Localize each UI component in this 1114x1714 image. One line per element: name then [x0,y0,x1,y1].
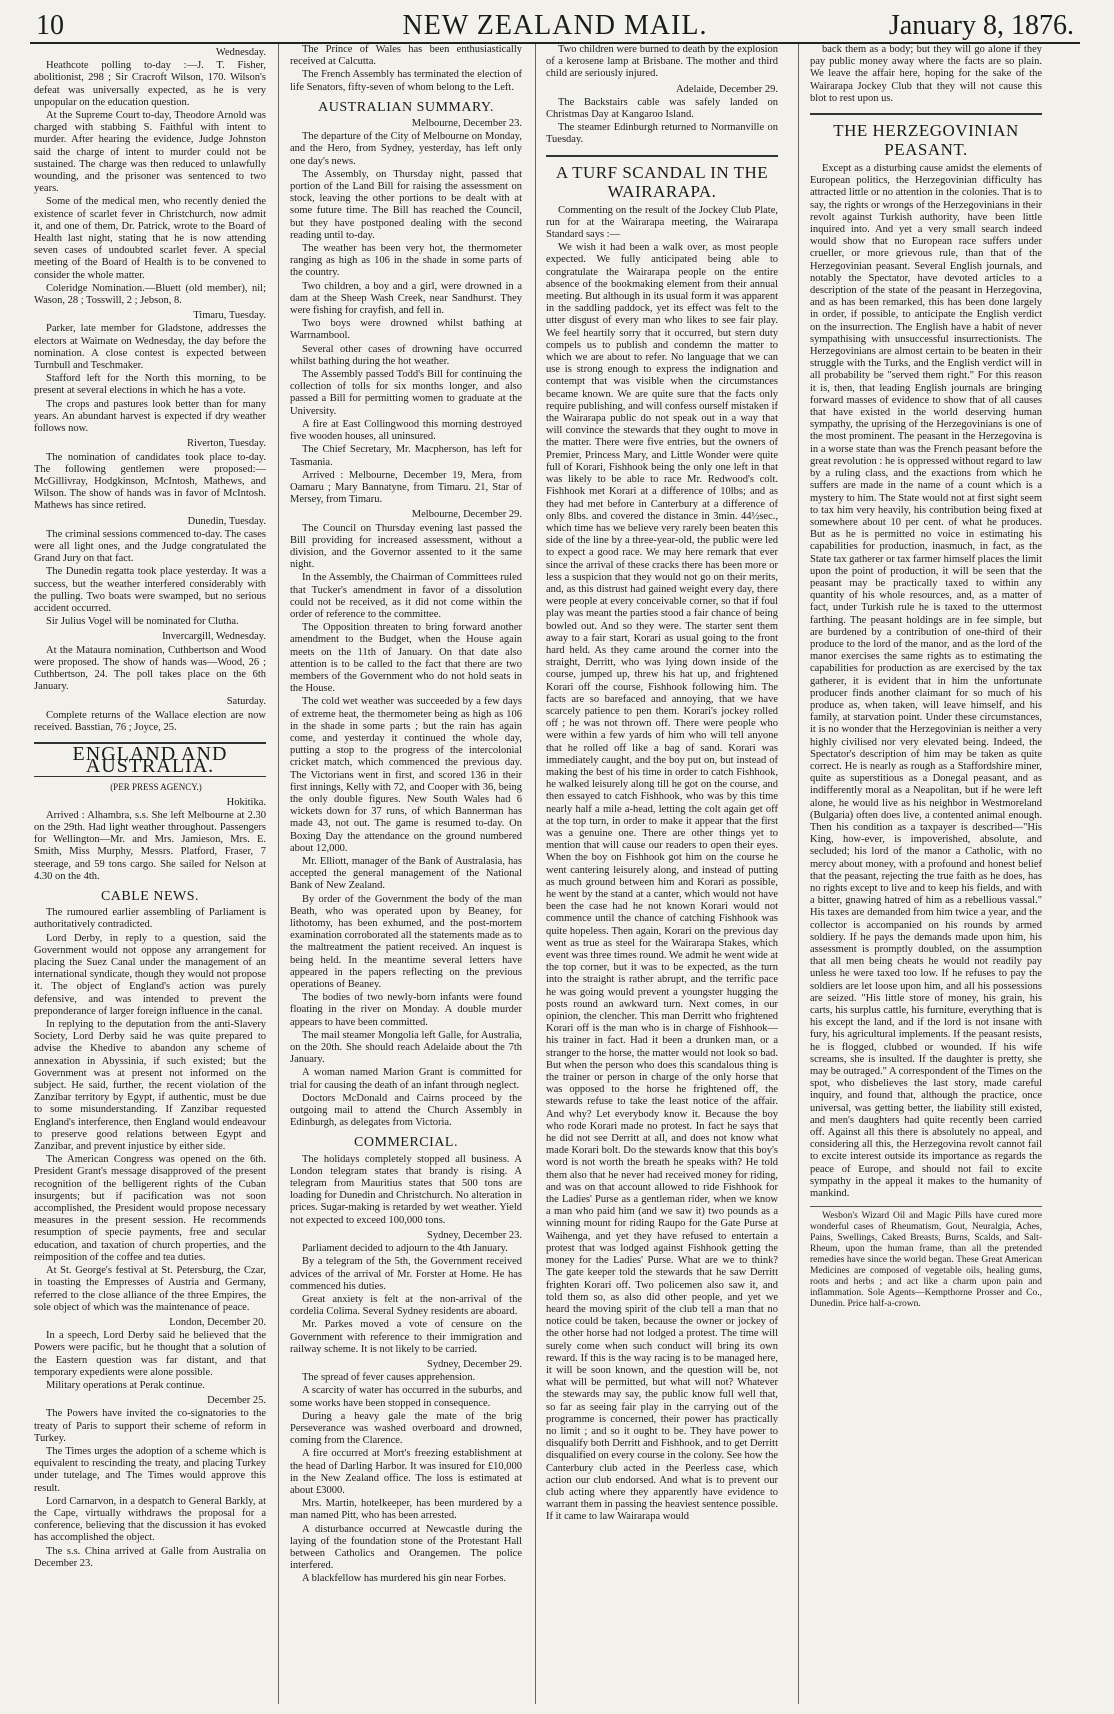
article-paragraph: The steamer Edinburgh returned to Normanville on Tuesday. [546,122,778,146]
article-paragraph: Arrived : Alhambra, s.s. She left Melbourne at 2.30 on the 29th. Had light weather throughout. Passengers for Wellington—Mr. and Mrs. Jamieson, Mrs. E. Smith, Miss Murphy, Messrs. Platford, Fraser, 7 steerage, and 59 tons cargo. She sailed for Nelson at 4.30 on the 4th. [34,809,266,882]
section-heading: CABLE NEWS. [100,889,200,904]
column-divider [278,44,279,1704]
column-2 [290,44,522,1704]
article-paragraph: Heathcote polling to-day :—J. T. Fisher, abolitionist, 298 ; Sir Cracroft Wilson, 170. Wilson's defeat was universally expected, as he is very unpopular on the education question. [34,60,266,108]
dateline: December 25. [207,1395,266,1407]
section-heading: A TURF SCANDAL IN THE WAIRARAPA. [546,155,778,201]
column-4 [810,44,1042,1704]
dateline: Hokitika. [226,796,266,808]
dateline: Wednesday. [215,47,266,58]
article-paragraph: At the Mataura nomination, Cuthbertson and Wood were proposed. The show of hands was—Wood, 26 ; Cuthbertson, 24. The poll takes place on the 6th January. [34,644,266,693]
article-paragraph: The nomination of candidates took place to-day. The following gentlemen were proposed:—McGillivray, Hodgkinson, McIntosh, Mathews, and Wilson. The show of hands was in favor of McIntosh. Mathews has since retired. [34,451,266,512]
dateline: Saturday. [226,696,266,708]
dateline: London, December 20. [169,1316,266,1328]
article-paragraph: The s.s. China arrived at Galle from Australia on December 23. [34,1545,266,1569]
article-paragraph: The weather has been very hot, the thermometer ranging as high as 106 in the shade in some parts of the country. [290,243,522,279]
dateline: Adelaide, December 29. [675,83,778,95]
section-heading: COMMERCIAL. [354,1135,458,1151]
article-paragraph: In replying to the deputation from the anti-Slavery Society, Lord Derby said he was quite prepared to advise the Khedive to abandon any scheme of annexation in Abyssinia, if such existed; but the Government was at present not informed on the subject. He said, further, the recent violation of the Zanzibar territory by Egypt, if authentic, must be due to some misunderstanding. If Zanzibar requested England's interference, then England would endeavour to preserve good relations between Egypt and Zanzibar, and prevent injustice by either side. [34,1019,266,1153]
section-heading: THE HERZEGOVINIAN PEASANT. [810,113,1042,159]
article-paragraph: Mr. Elliott, manager of the Bank of Australasia, has accepted the general management of the National Bank of New Zealand. [290,856,522,892]
section-heading: ENGLAND AND AUSTRALIA. [34,742,266,777]
article-paragraph: The Council on Thursday evening last passed the Bill providing for increased assessment, without a division, and the Governor assented to it the same night. [290,522,522,571]
article-paragraph: The cold wet weather was succeeded by a few days of extreme heat, the thermometer being as high as 106 in the shade in some parts ; but the rain has again come, and yesterday it continued the whole day, putting a stop to the progress of the intercolonial cricket match, which commenced the previous day. The Victorians went in first, and scored 136 in their first innings, Kelly with 72, and Cooper with 36, being the only double figures. New South Wales had 6 wickets down for 37 runs, of which Bannerman has made 43, not out. The game is resumed to-day. On Boxing Day the attendance on the ground numbered about 12,000. [290,696,522,854]
article-paragraph: A fire occurred at Mort's freezing establishment at the head of Darling Harbor. It was insured for £10,000 in the New Zealand office. The loss is estimated at about £3000. [290,1448,522,1496]
article-paragraph: Arrived : Melbourne, December 19, Mera, from Oamaru ; Mary Bannatyne, from Timaru. 21, Star of Mersey, from Timaru. [290,469,522,506]
section-heading: AUSTRALIAN SUMMARY. [318,99,494,115]
advertisement: Wesbon's Wizard Oil and Magic Pills have cured more wonderful cases of Rheumatism, Gout, Neuralgia, Aches, Pains, Swellings, Caked Breasts, Burns, Scalds, and Salt-Rheum, upon the human frame, than all the pretended remedies have since the world began. These Great American Medicines are composed of vegetable oils, healing gums, roots and herbs ; and act like a charm upon pain and inflammation. Sole Agents—Kempthorne Prosser and Co., Dunedin. Price half-a-crown. [810,1206,1042,1310]
article-paragraph: During a heavy gale the mate of the brig Perseverance was washed overboard and drowned, coming from the Clarence. [290,1410,522,1447]
page-number: 10 [36,10,64,41]
article-paragraph: The American Congress was opened on the 6th. President Grant's message disapproved of the present recognition of the belligerent rights of the Cuban insurgents; but if pacification was not soon accomplished, the President would propose necessary measures in the present session. He recommends resumption of specie payments, free and secular education, and taxation of church properties, and the reimposition of the coffee and tea duties. [34,1154,266,1263]
article-paragraph: Commenting on the result of the Jockey Club Plate, run for at the Wairarapa meeting, the Wairarapa Standard says :— [546,204,778,241]
article-paragraph: Lord Carnarvon, in a despatch to General Barkly, at the Cape, virtually withdraws the proposal for a conference, believing that the discussion it has evoked has accomplished the object. [34,1495,266,1544]
article-paragraph: In the Assembly, the Chairman of Committees ruled that Tucker's amendment in favor of a dissolution could not be received, as it did not come within the order of reference to the committee. [290,572,522,620]
article-paragraph: The mail steamer Mongolia left Galle, for Australia, on the 20th. She should reach Adelaide about the 7th January. [290,1029,522,1066]
article-paragraph: back them as a body; but they will go alone if they pay public money away where the facts are so plain. We leave the affair here, hoping for the sake of the Wairarapa Jockey Club that they will not cause this blot to rest upon us. [810,44,1042,104]
article-paragraph: The Assembly passed Todd's Bill for continuing the collection of tolls for six months longer, and also passed a Bill for permitting women to graduate at the University. [290,369,522,417]
article-paragraph: Two boys were drowned whilst bathing at Warrnambool. [290,318,522,342]
article-paragraph: The holidays completely stopped all business. A London telegram states that brandy is rising. A telegram from Mauritius states that 500 tons are loading for Dunedin and Christchurch. No alteration in prices. Sugar-making is retarded by wet weather. Yield not expected to exceed 100,000 tons. [290,1153,522,1226]
dateline: Sydney, December 23. [427,1229,522,1241]
article-paragraph: Several other cases of drowning have occurred whilst bathing during the hot weather. [290,343,522,367]
article-paragraph: Sir Julius Vogel will be nominated for Clutha. [46,616,239,628]
dateline: Melbourne, December 29. [411,509,522,521]
article-paragraph: The Prince of Wales has been enthusiastically received at Calcutta. [290,44,522,68]
dateline: Melbourne, December 23. [411,118,522,130]
masthead [30,8,1080,44]
article-paragraph: Except as a disturbing cause amidst the elements of European politics, the Herzegovinian difficulty has attracted little or no attention in the colonies. That is to say, the rights or wrongs of the Herzegovinians in their revolt against Turkish authority, have been little inquired into. And yet a very small search indeed would show that no European race suffers under crueller, or more grievous rule, than that of the Herzegovinian peasant. Several English journals, and notably the Spectator, have devoted articles to a description of the state of the peasant in Herzegovina, and as has been remarked, this has been done largely in order, if possible, to anticipate the English verdict on the insurrection. The English have a habit of never sympathising with unsuccessful insurrectionists. The Herzegovinians are almost certain to be beaten in their struggle with the Turks, and the English verdict will in all probability be "served them right." For this reason it is, then, that leading English journals are bringing forward masses of evidence to show that of all causes that have existed in the world deserving human sympathy, the uprising of the Herzegovinians is one of the most prominent. The peasant in the Herzegovina is in a worse state than was the French peasant before the great revolution : he is oppressed without regard to law by a ruling class, and the exactions from which he suffers are made in the name of a count which is a mystery to him. The State would not at first sight seem to tax him very heavily, his contribution being fixed at somewhere about 10 per cent. of what he produces. But as he is permitted no voice in estimating his capabilities for production, inasmuch, in fact, as the State tax gatherer or tax farmer himself places the limit upon the point of production, it will be seen that the peasant may be practically taxed to within any quantity of his whole resources, and, as a matter of fact, under Turkish rule he is taxed to the uttermost farthing. The peasant holdings are in fee simple, but are burdened by a contribution of one-third of their produce to the lord of the manor, and as the lord of the manor exercises the same rights as to estimating the capabilities for production as are exercised by the tax gatherer, it is evident that in him the unfortunate producer finds another claimant for so much of his produce as, when taken, will leave himself, and his family, at starvation point. Under these circumstances, it is no wonder that the Herzegovinian is neither a very highly civilised nor very elevated being. Indeed, the Spectator's description of him may be taken as quite correct. He is nearly as rough as a Staffordshire miner, quite as superstitious as a Donegal peasant, and as indifferently moral as a Neapolitan, but if he were left alone, he would live as his neighbor in Westmoreland (Bulgaria) often does live, a contented animal enough. Then his condition as a taxpayer is described—"His King, how-ever, is impoverished, absolute, and secluded; his lord of the manor a Catholic, with no mercy about money, with a profound and honest belief that the peasant, rejecting the true faith as he does, has no rights except to live and to keep his fields, and with a bitter, gnawing hatred of him as a rebellious vassal." His taxes are demanded from him twice a year, and the collector is accompanied on his rounds by armed soldiery. If he pays the demands made upon him, his assessment is promptly doubled, on the assumption that all men being cheats he would not readily pay unless he were taxed too low. If he refuses to pay the soldiers are let loose upon him, and all his possessions are seized. "His little store of money, his grain, his carts, his surplus cattle, his furniture, everything that is his except the land, and if the lord is not insane with fury, his agricultural implements. If the peasant resists, he is flogged, clubbed or wounded. If his wife screams, she is insulted. If the daughter is pretty, she may be outraged." A correspondent of the Times on the spot, who disbelieves the last story, made careful inquiry, and found that, although the practice, once universal, was getting better, the liability still existed, and men's daughters had quite recently been carried off. Against all this there is absolutely no appeal, and considering all this, the Herzegovina revolt cannot fail to excite interest outside its importance as regards the peace of Europe, and should not fail to excite sympathy in the appeal it makes to the humanity of mankind. [810,163,1042,1200]
article-paragraph: We wish it had been a walk over, as most people expected. We fully anticipated being able to congratulate the Wairarapa people on the entire absence of the bookmaking element from their annual meeting. But although in its usual form it was apparent in the saddling paddock, yet its effect was felt to the utter disgust of every man who likes to see fair play. We feel heartily sorry that it occurred, but stern duty compels us to publish and condemn the matter to which we are about to refer. No language that we can use is strong enough to express the indignation and contempt that was visible when the circumstances became known. We are quite sure that the facts only require publishing, and will confess ourself mistaken if the Wairarapa public do not speak out in a way that will convince the stewards that they ought to move in the matter. There were five entries, but the owners of Premier, Princess Mary, and Little Wonder were quite full of Korari, Fishhook being the only one left in that was likely to be able to race Mr. Redwood's colt. Fishhook met Korari at a difference of 10lbs; and as they had met before in Canterbury at a difference of only 8lbs. and covered the distance in 3min. 44½sec., which time has we believe very rarely been beaten this side of the line by a three-year-old, the public were led to expect a good race. We may here remark that ever since the arrival of these cracks there has been more or less a suspicion that they would not go on their merits, and, as this distrust had gained weight every day, there were people at every conceivable corner, so that if foul play was meant the parties stood a fair chance of being bowled out. And so they were. The starter sent them away to a fair start, Korari as usual going to the front hard held. As they came around the corner into the straight, Derritt, who was lying down inside of the course, jumped up, threw his hat up, and frightened Korari off the course, Fishhook following him. The facts are so barefaced and annoying, that we have scarcely patience to pen them. Korari's jockey rolled off ; he was not thrown off. There were people who were within a few yards of him who will tell anyone that he rolled off like a bag of sand. Korari was immediately caught, and the boy put on, but instead of making the best of his time in order to catch Fishhook, he walked leisurely along till he got on the course, and then essayed to catch Fishhook, who was by this time nearly half a mile a-head, letting the colt again get off at the top turn, in order to make it appear that the first was a genuine one. There are other things yet to mention that will cause our readers to open their eyes. When the boy on Fishhook got him on the course he went cantering leisurely along, and instead of putting as much ground between him and Korari as possible, he went by the stand at a canter, which would not have been the case had he not known Korari would not commence until the chance of catching Fishhook was quite hopeless. Then again, Korari on the previous day went as true as steel for the Wairarapa Stakes, which event was three times round. We admit he went wide at the top corner, but it was to be expected, as the turn into the straight is rather abrupt, and the terrific pace he was going would prevent a youngster hugging the posts round an awkward turn. Next comes, in our opinion, the clencher. This man Derritt who frightened Korari off is the man who is in charge of Fishhook—his trainer in fact. Had it been a drunken man, or a stranger to the horse, the matter would not look so bad. But when the person who does this scandalous thing is the trainer or person in charge of the only horse that was opposed to the horse he frightened off, the stewards refuse to take the least notice of the affair. And why? Let everybody know it. Because the boy who rode Korari made no protest. In fact he says that he did not see Derritt at all, and does not know what made Korari bolt. Do the stewards know that this boy's word is not worth the breath he speaks with? He told them also that he never had received money for riding, and was on that account allowed to ride Fishhook for the Ladies' Purse as a gentleman rider, when we know a man who paid him (and we saw it) two pounds as a winning mount for riding Raupo for the Gate Purse at Waihenga, and yet they have refused to entertain a protest that was lodged against Fishhook getting the money for the Ladies' Purse. What are we to think? The gate keeper told the stewards that he saw Derritt frighten Korari off. Two policemen also saw it, and told them so, as also did other people, and yet we heard the moving spirit of the club tell a man that no notice could be taken, because the owner or jockey of the other horse had not lodged a protest. The time will surely come when such conduct will bring its own reward. If this is the way racing is to be managed here, it will be soon known, and the question will be, not what will be permitted, but what will not? Whatever the stewards may say, the public know full well that, so far as seeing fair play in the carrying out of the programme is concerned, their power has practically no limit ; and so it ought to be. They have power to disqualify both Derritt and Fishhook, and to get Derritt disqualified on every course in the colony. See how the Canterbury club acted in the Peerless case, which action our club endorsed. And what is to prevent our club acting where they apparently have evidence to warrant them in passing the heaviest sentence possible. If it came to law Wairarapa would [546,242,778,1523]
article-paragraph: The Powers have invited the co-signatories to the treaty of Paris to support their scheme of reform in Turkey. [34,1408,266,1444]
article-paragraph: A scarcity of water has occurred in the suburbs, and some works have been stopped in consequence. [290,1385,522,1409]
article-paragraph: The rumoured earlier assembling of Parliament is authoritatively contradicted. [34,907,266,931]
article-paragraph: Doctors McDonald and Cairns proceed by the outgoing mail to attend the Church Assembly in Edinburgh, as delegates from Victoria. [290,1092,522,1129]
column-divider [535,44,536,1704]
article-paragraph: The departure of the City of Melbourne on Monday, and the Hero, from Sydney, yesterday, has left only one day's news. [290,131,522,167]
article-paragraph: The bodies of two newly-born infants were found floating in the river on Monday. A double murder appears to have been committed. [290,992,522,1028]
article-paragraph: At the Supreme Court to-day, Theodore Arnold was charged with stabbing S. Faithful with intent to murder. After hearing the evidence, Judge Johnston said the charge of intent to murder could not be sustained. The charge was then reduced to unlawfully wounding, and the prisoner was sentenced to two years. [34,110,266,195]
article-paragraph: Great anxiety is felt at the non-arrival of the cordelia Colima. Several Sydney residents are aboard. [290,1293,522,1318]
article-paragraph: The crops and pastures look better than for many years. An abundant harvest is expected if dry weather follows now. [34,398,266,435]
article-paragraph: The Assembly, on Thursday night, passed that portion of the Land Bill for raising the assessment on stock, leaving the other portions to be dealt with at some future time. The Bill has reached the Council, but they have postponed dealing with the second reading until to-day. [290,168,522,241]
article-paragraph: In a speech, Lord Derby said he believed that the Powers were pacific, but he thought that a solution of the Eastern question was far distant, and that temporary expedients were alone possible. [34,1330,266,1378]
column-1 [34,44,266,1704]
article-paragraph: Complete returns of the Wallace election are now received. Basstian, 76 ; Joyce, 25. [34,709,266,733]
article-paragraph: A fire at East Collingwood this morning destroyed five wooden houses, all uninsured. [290,418,522,443]
dateline: Timaru, Tuesday. [193,310,266,322]
issue-date: January 8, 1876. [888,10,1074,41]
article-paragraph: By order of the Government the body of the man Beath, who was operated upon by Beaney, for lithotomy, has been exhumed, and the post-mortem examination corroborated all the statements made as to the maltreatment the patient received. An inquest is being held. In the meantime several letters have appeared in the papers reflecting on the previous operations of Beaney. [290,893,522,991]
newspaper-title: NEW ZEALAND MAIL. [402,10,708,41]
article-paragraph: The Opposition threaten to bring forward another amendment to the Budget, when the House again meets on the 11th of January. On that date also attention is to be called to the fact that there are two members of the Government who do not hold seats in the House. [290,622,522,695]
article-paragraph: The Backstairs cable was safely landed on Christmas Day at Kangaroo Island. [546,96,778,121]
article-paragraph: Mr. Parkes moved a vote of censure on the Government with reference to their immigration and railway scheme. It is not likely to be carried. [290,1319,522,1355]
article-paragraph: Parker, late member for Gladstone, addresses the electors at Waimate on Wednesday, the day before the nomination. A close contest is expected between Turnbull and Teschmaker. [34,323,266,372]
article-paragraph: At St. George's festival at St. Petersburg, the Czar, in toasting the Empresses of Austria and Germany, referred to the close alliance of the three Empires, the sole object of which was the maintenance of peace. [34,1265,266,1313]
article-paragraph: By a telegram of the 5th, the Government received advices of the arrival of Mr. Forster at Home. He has commenced his duties. [290,1256,522,1292]
article-paragraph: Mrs. Martin, hotelkeeper, has been murdered by a man named Pitt, who has been arrested. [290,1498,522,1522]
column-3 [546,44,778,1704]
article-paragraph: A blackfellow has murdered his gin near Forbes. [302,1573,507,1585]
dateline: Sydney, December 29. [427,1358,522,1370]
article-paragraph: A disturbance occurred at Newcastle during the laying of the foundation stone of the Protestant Hall between Catholics and Orangemen. The police interfered. [290,1523,522,1572]
article-paragraph: Military operations at Perak continue. [46,1379,205,1391]
article-paragraph: The Chief Secretary, Mr. Macpherson, has left for Tasmania. [290,444,522,468]
dateline: Invercargill, Wednesday. [162,631,266,643]
article-paragraph: The Times urges the adoption of a scheme which is equivalent to rescinding the treaty, and placing Turkey under tutelage, and The Times would approve this result. [34,1445,266,1494]
article-paragraph: Coleridge Nomination.—Bluett (old member), nil; Wason, 28 ; Tosswill, 2 ; Jebson, 8. [34,282,266,307]
article-paragraph: The Dunedin regatta took place yesterday. It was a success, but the weather interfered considerably with the pulling. Two boats were swamped, but no serious accident occurred. [34,566,266,614]
article-paragraph: A woman named Marion Grant is committed for trial for causing the death of an infant through neglect. [290,1067,522,1091]
article-paragraph: Parliament decided to adjourn to the 4th January. [302,1243,508,1255]
article-paragraph: The criminal sessions commenced to-day. The cases were all light ones, and the Judge congratulated the Grand Jury on that fact. [34,528,266,565]
article-paragraph: The spread of fever causes apprehension. [302,1372,476,1384]
dateline: Riverton, Tuesday. [187,438,266,450]
column-divider [798,44,799,1704]
article-paragraph: Lord Derby, in reply to a question, said the Government would not oppose any arrangement for placing the Suez Canal under the management of an international syndicate, though they would not propose it. The object of England's action was purely defensive, and was intended to prevent the preponderance of larger foreign influence in the canal. [34,932,266,1017]
article-paragraph: The French Assembly has terminated the election of life Senators, fifty-seven of whom belong to the Left. [290,69,522,93]
article-paragraph: Two children, a boy and a girl, were drowned in a dam at the Sheep Wash Creek, near Sandhurst. They were fishing for crayfish, and fell in. [290,280,522,317]
dateline: Dunedin, Tuesday. [187,515,266,527]
article-paragraph: Stafford left for the North this morning, to be present at several elections in which he has a vote. [34,373,266,397]
article-paragraph: Two children were burned to death by the explosion of a kerosene lamp at Brisbane. The mother and third child are seriously injured. [546,44,778,80]
article-paragraph: Some of the medical men, who recently denied the existence of scarlet fever in Christchurch, now admit it, and one of them, Dr. Patrick, wrote to the Board of Health last night, stating that he is now attending seven cases of undoubted scarlet fever. A special meeting of the Board of Health is to be convened to consider the whole matter. [34,196,266,281]
section-subheading: (PER PRESS AGENCY.) [110,782,202,793]
